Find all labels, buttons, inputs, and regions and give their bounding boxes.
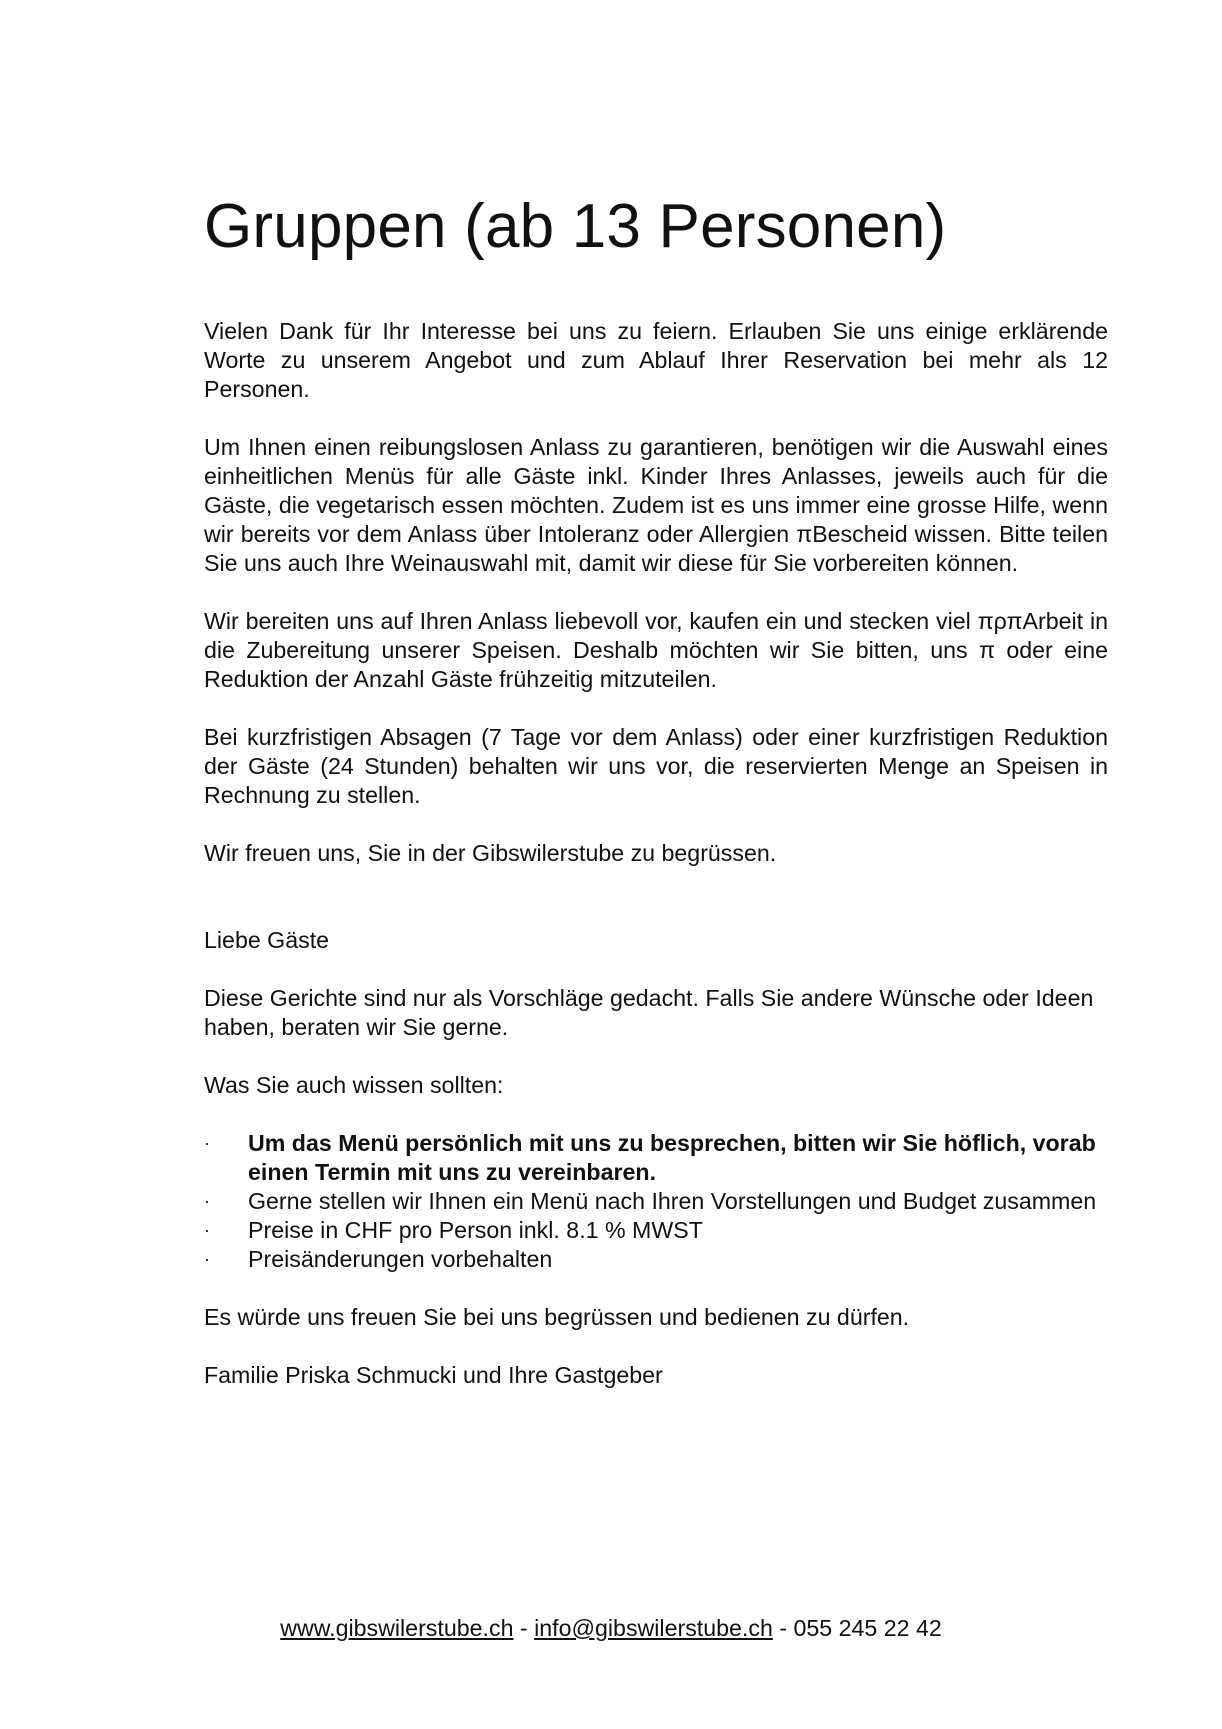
list-item-text: Preise in CHF pro Person inkl. 8.1 % MWST xyxy=(248,1217,703,1243)
bullet-icon: · xyxy=(204,1133,210,1153)
welcome-paragraph: Wir freuen uns, Sie in der Gibswilerstube zu begrüssen. xyxy=(204,840,777,866)
closing-paragraph: Es würde uns freuen Sie bei uns begrüssen und bedienen zu dürfen. xyxy=(204,1304,910,1330)
list-item xyxy=(204,1129,1098,1187)
page-title: Gruppen (ab 13 Personen) xyxy=(204,192,947,261)
bullet-icon: · xyxy=(204,1220,210,1240)
email-link[interactable]: info@gibswilerstube.ch xyxy=(534,1615,773,1641)
bullet-icon: · xyxy=(204,1249,210,1269)
footer-contact xyxy=(0,1614,1222,1643)
intro-paragraph: Vielen Dank für Ihr Interesse bei uns zu feiern. Erlauben Sie uns einige erklärende Worte zu unserem Angebot und zum Ablauf Ihrer Reservation bei mehr als 12 Personen. xyxy=(204,318,1108,402)
document-body xyxy=(204,317,1108,1390)
menu-paragraph: Um Ihnen einen reibungslosen Anlass zu garantieren, benötigen wir die Auswahl eines einheitlichen Menüs für alle Gäste inkl. Kinder Ihres Anlasses, jeweils auch für die Gäste, die vegetarisch essen möchten. Zudem ist es uns immer eine grosse Hilfe, wenn wir bereits vor dem Anlass über Intoleranz oder Allergien πBescheid wissen. Bitte teilen Sie uns auch Ihre Weinauswahl mit, damit wir diese für Sie vorbereiten können. xyxy=(204,434,1108,576)
list-item xyxy=(204,1245,1098,1274)
salutation: Liebe Gäste xyxy=(204,927,330,953)
preparation-paragraph: Wir bereiten uns auf Ihren Anlass liebevoll vor, kaufen ein und stecken viel πρπArbeit in die Zubereitung unserer Speisen. Deshalb möchten wir Sie bitten, uns π oder eine Reduktion der Anzahl Gäste frühzeitig mitzuteilen. xyxy=(204,608,1108,692)
suggestions-paragraph: Diese Gerichte sind nur als Vorschläge gedacht. Falls Sie andere Wünsche oder Ideen haben, beraten wir Sie gerne. xyxy=(204,985,1094,1040)
list-item xyxy=(204,1216,1098,1245)
know-intro: Was Sie auch wissen sollten: xyxy=(204,1072,504,1098)
list-item xyxy=(204,1187,1098,1216)
cancellation-paragraph: Bei kurzfristigen Absagen (7 Tage vor dem Anlass) oder einer kurzfristigen Reduktion der Gäste (24 Stunden) behalten wir uns vor, die reservierten Menge an Speisen in Rechnung zu stellen. xyxy=(204,724,1108,808)
bullet-icon: · xyxy=(204,1191,210,1211)
website-link[interactable]: www.gibswilerstube.ch xyxy=(280,1615,514,1641)
phone-number: 055 245 22 42 xyxy=(793,1615,942,1641)
footer-separator: - xyxy=(513,1615,535,1641)
info-list xyxy=(204,1129,1108,1274)
signature: Familie Priska Schmucki und Ihre Gastgeber xyxy=(204,1362,663,1388)
list-item-text: Preisänderungen vorbehalten xyxy=(248,1246,553,1272)
list-item-text: Um das Menü persönlich mit uns zu besprechen, bitten wir Sie höflich, vorab einen Termin mit uns zu vereinbaren. xyxy=(248,1130,1096,1185)
list-item-text: Gerne stellen wir Ihnen ein Menü nach Ihren Vorstellungen und Budget zusammen xyxy=(248,1188,1097,1214)
footer-separator: - xyxy=(772,1615,794,1641)
